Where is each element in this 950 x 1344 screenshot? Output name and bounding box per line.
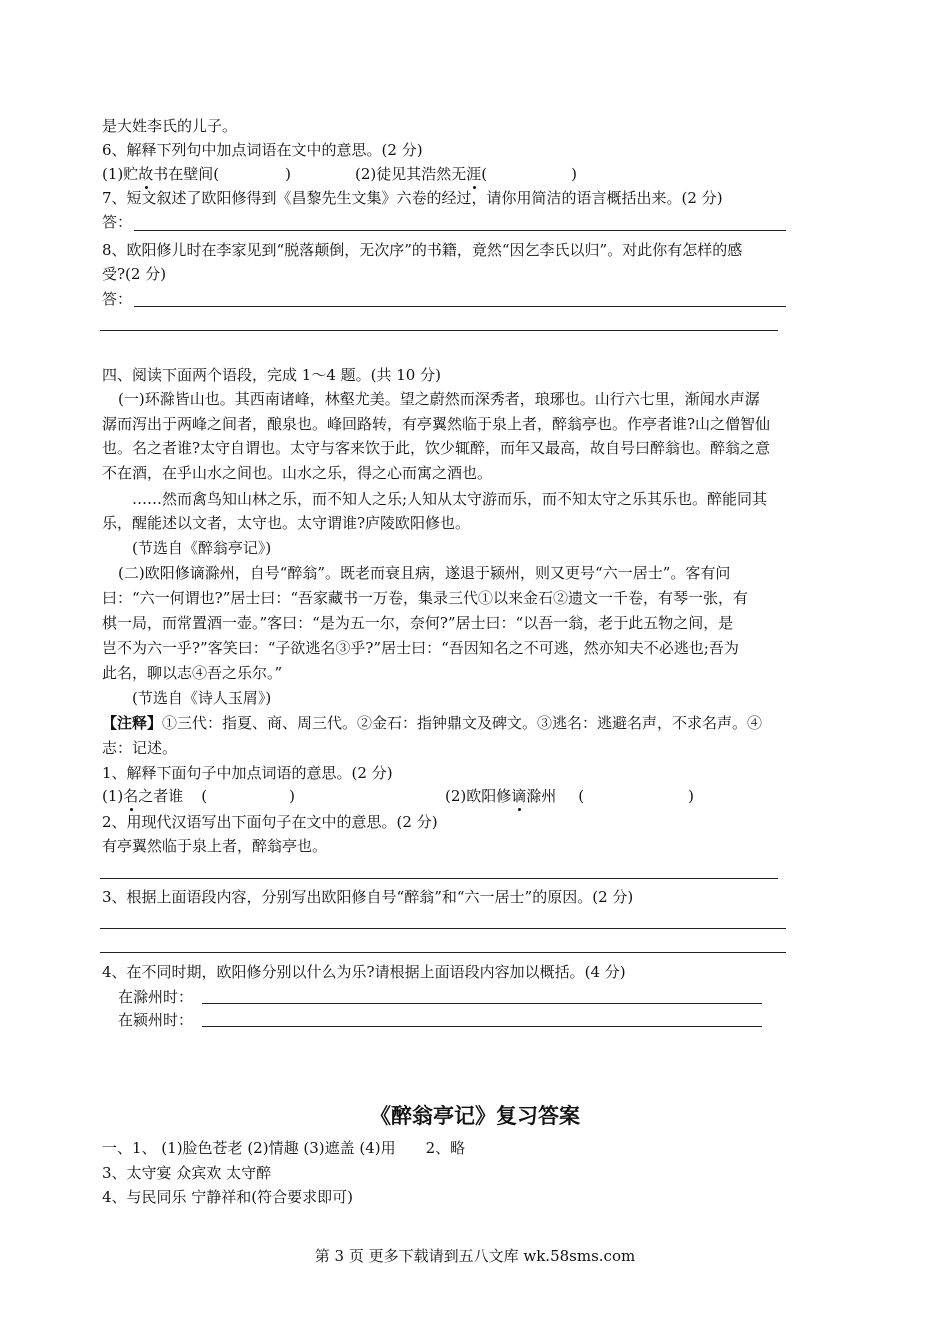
passage1-line: 潺而泻出于两峰之间者，酿泉也。峰回路转，有亭翼然临于泉上者，醉翁亭也。作亭者谁?山之僧智仙 xyxy=(102,415,771,433)
section-4-heading: 四、阅读下面两个语段，完成 1～4 题。(共 10 分) xyxy=(102,366,441,384)
notes-label: 【注释】 xyxy=(102,714,163,732)
s4-q1-item1-prefix: (1) xyxy=(102,787,124,805)
q7-answer-line[interactable] xyxy=(134,230,786,231)
notes-text: ①三代：指夏、商、周三代。②金石：指钟鼎文及碑文。③逃名：逃避名声，不求名声。④ xyxy=(162,714,763,732)
s4-q1-item2-prefix: (2)欧阳修 xyxy=(445,787,512,805)
q8-answer-line-2[interactable] xyxy=(100,330,778,331)
s4-question-4: 4、在不同时期，欧阳修分别以什么为乐?请根据上面语段内容加以概括。(4 分) xyxy=(102,963,626,981)
passage1-source: (节选自《醉翁亭记》) xyxy=(132,539,272,557)
passage2-line: (二)欧阳修谪滁州，自号“醉翁”。既老而衰且病，遂退于颍州，则又更号“六一居士”。客有问 xyxy=(118,564,731,582)
question-8-line1: 8、欧阳修儿时在李家见到“脱落颠倒，无次序”的书籍，竟然“因乞李氏以归”。对此你有怎样的感 xyxy=(102,241,743,259)
passage1-line: (一)环滁皆山也。其西南诸峰，林壑尤美。望之蔚然而深秀者，琅琊也。山行六七里，渐闻水声潺 xyxy=(118,390,760,408)
s4-q1-item2-dotted-word: 谪 xyxy=(511,787,527,805)
text-line: 是大姓李氏的儿子。 xyxy=(102,117,238,135)
question-6: 6、解释下列句中加点词语在文中的意思。(2 分) xyxy=(102,141,423,159)
passage2-line: 此名，聊以志④吾之乐尔。” xyxy=(102,664,283,682)
passage2-line: 棋一局，而常置酒一壶。”客曰：“是为五一尔，奈何?”居士曰：“以吾一翁，老于此五物之间，是 xyxy=(102,614,734,632)
s4-q1-item2-close: ) xyxy=(688,787,694,805)
s4-q3-answer-line-1[interactable] xyxy=(100,928,786,929)
s4-q3-answer-line-2[interactable] xyxy=(100,952,786,953)
passage2-line: 曰：“六一何谓也?”居士曰：“吾家藏书一万卷，集录三代①以来金石②遗文一千卷，有琴一张，有 xyxy=(102,589,749,607)
answer-line: 3、太守宴 众宾欢 太守醉 xyxy=(102,1164,272,1182)
answer-line: 一、1、 (1)脸色苍老 (2)情趣 (3)遮盖 (4)用 2、略 xyxy=(102,1139,466,1157)
s4-q4-answer-chuzhou[interactable] xyxy=(202,1003,762,1004)
s4-question-2: 2、用现代汉语写出下面句子在文中的意思。(2 分) xyxy=(102,813,438,831)
q7-answer-label: 答： xyxy=(102,213,133,231)
q6-item1-dotted-word: 故 xyxy=(138,165,154,183)
s4-q2-sentence: 有亭翼然临于泉上者，醉翁亭也。 xyxy=(102,837,328,855)
passage1-line: 也。名之者谁?太守自谓也。太守与客来饮于此，饮少辄醉，而年又最高，故自号曰醉翁也。醉翁之意 xyxy=(102,439,771,457)
s4-q2-answer-line[interactable] xyxy=(100,878,778,879)
s4-q1-item1-close: ) xyxy=(289,787,295,805)
q8-answer-label: 答： xyxy=(102,290,133,308)
s4-q1-item1-dotted-word: 名 xyxy=(123,787,139,805)
q6-item2-close: ) xyxy=(571,165,577,183)
question-6-items xyxy=(102,164,577,184)
answers-title: 《醉翁亭记》复习答案 xyxy=(370,1103,580,1128)
s4-q4-answer-yingzhou[interactable] xyxy=(202,1026,762,1027)
passage1-line: ……然而禽鸟知山林之乐，而不知人之乐;人知从太守游而乐，而不知太守之乐其乐也。醉能同其 xyxy=(132,490,768,508)
q6-item2-prefix: (2)徒见其浩然无 xyxy=(354,165,467,183)
q6-item1-prefix: (1)贮 xyxy=(102,165,139,183)
s4-q4-label-yingzhou: 在颍州时： xyxy=(118,1011,194,1029)
passage2-source: (节选自《诗人玉屑》) xyxy=(132,689,272,707)
s4-q4-label-chuzhou: 在滁州时： xyxy=(118,988,194,1006)
notes-line2: 志：记述。 xyxy=(102,739,178,757)
s4-q1-item1-suffix: 之者谁 xyxy=(138,787,184,805)
s4-question-1: 1、解释下面句子中加点词语的意思。(2 分) xyxy=(102,764,393,782)
s4-q1-item2-suffix: 滁州 xyxy=(526,787,557,805)
s4-q1-item1-open: ( xyxy=(201,787,208,805)
s4-question-3: 3、根据上面语段内容，分别写出欧阳修自号“醉翁”和“六一居士”的原因。(2 分) xyxy=(102,888,634,906)
passage2-line: 岂不为六一乎?”客笑曰：“子欲逃名③乎?”居士曰：“吾因知名之不可逃，然亦知夫不必逃也;吾为 xyxy=(102,639,739,657)
q6-item1-suffix: 书在壁间( xyxy=(153,165,220,183)
s4-q1-item2-open: ( xyxy=(578,787,585,805)
answer-line: 4、与民同乐 宁静祥和(符合要求即可) xyxy=(102,1188,354,1206)
passage1-line: 不在酒，在乎山水之间也。山水之乐，得之心而寓之酒也。 xyxy=(102,464,493,482)
passage1-line: 乐，醒能述以文者，太守也。太守谓谁?庐陵欧阳修也。 xyxy=(102,514,471,532)
question-8-line2: 受?(2 分) xyxy=(102,265,167,283)
page-footer: 第 3 页 更多下载请到五八文库 wk.58sms.com xyxy=(314,1247,636,1265)
q8-answer-line-1[interactable] xyxy=(134,306,786,307)
q6-item1-close: ) xyxy=(285,165,291,183)
q6-item2-open: ( xyxy=(481,165,488,183)
question-7: 7、短文叙述了欧阳修得到《昌黎先生文集》六卷的经过，请你用简洁的语言概括出来。(2 分) xyxy=(102,189,723,207)
q6-item2-dotted-word: 涯 xyxy=(466,165,482,183)
s4-q1-items xyxy=(102,786,295,806)
notes-line1 xyxy=(102,713,762,733)
s4-q1-item2 xyxy=(445,786,694,806)
